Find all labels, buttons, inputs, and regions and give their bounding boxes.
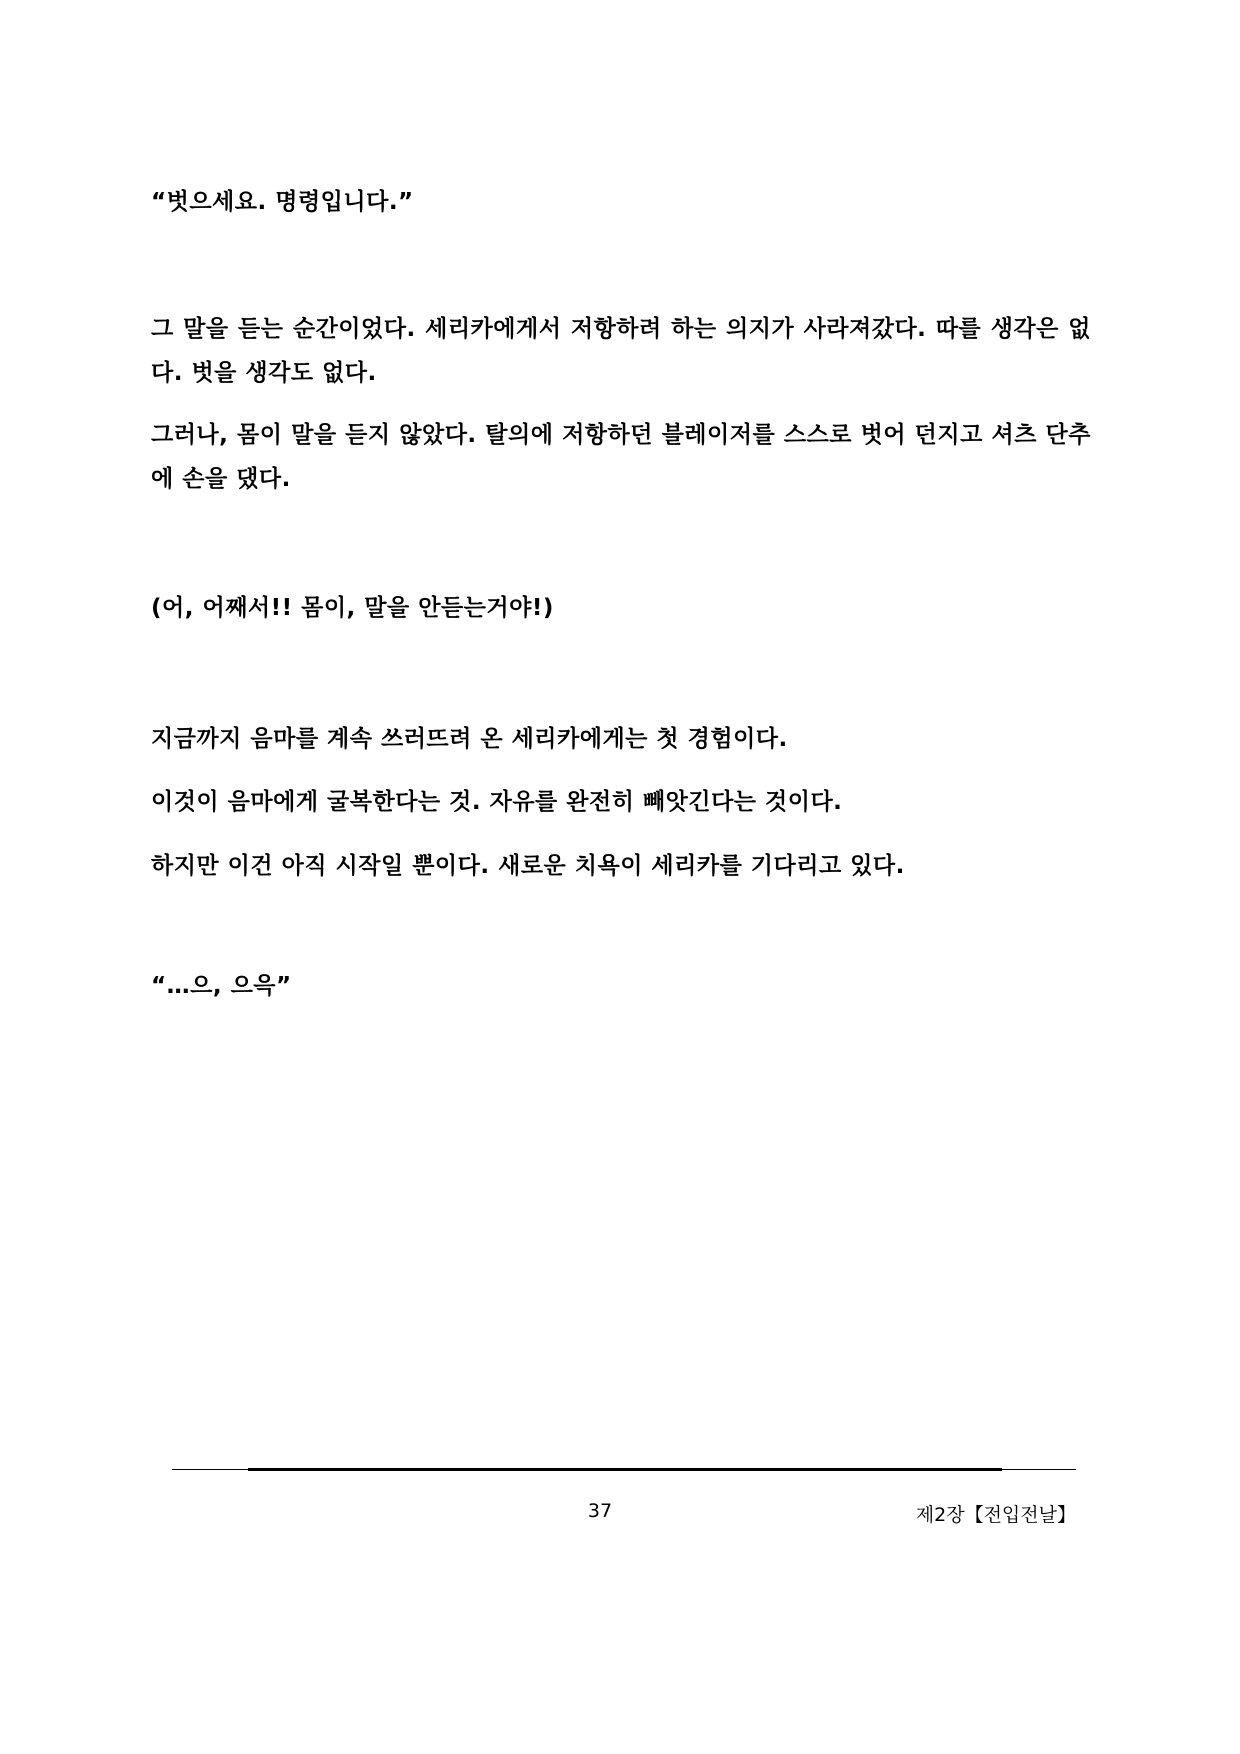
footer-rule-thick xyxy=(248,1468,1002,1471)
paragraph-first-experience: 지금까지 음마를 계속 쓰러뜨려 온 세리카에게는 첫 경험이다. xyxy=(151,726,788,752)
paragraph-inner-thought: (어, 어째서!! 몸이, 말을 안듣는거야!) xyxy=(151,595,554,621)
paragraph-command-quote: “벗으세요. 명령입니다.” xyxy=(151,189,414,215)
paragraph-groan-quote: “…으, 으윽” xyxy=(151,973,292,999)
paragraph-just-beginning: 하지만 이건 아직 시작일 뿐이다. 새로운 치욕이 세리카를 기다리고 있다. xyxy=(151,853,905,879)
paragraph-body-disobeys: 그러나, 몸이 말을 듣지 않았다. 탈의에 저항하던 블레이저를 스스로 벗어 던지고 셔츠 단추에 손을 댔다. xyxy=(151,422,1091,492)
page-number: 37 xyxy=(587,1500,613,1522)
paragraph-submission: 이것이 음마에게 굴복한다는 것. 자유를 완전히 빼앗긴다는 것이다. xyxy=(151,789,843,815)
chapter-label: 제2장【전입전날】 xyxy=(915,1504,1076,1526)
paragraph-will-fading: 그 말을 듣는 순간이었다. 세리카에게서 저항하려 하는 의지가 사라져갔다. 따를 생각은 없다. 벗을 생각도 없다. xyxy=(151,316,1091,386)
